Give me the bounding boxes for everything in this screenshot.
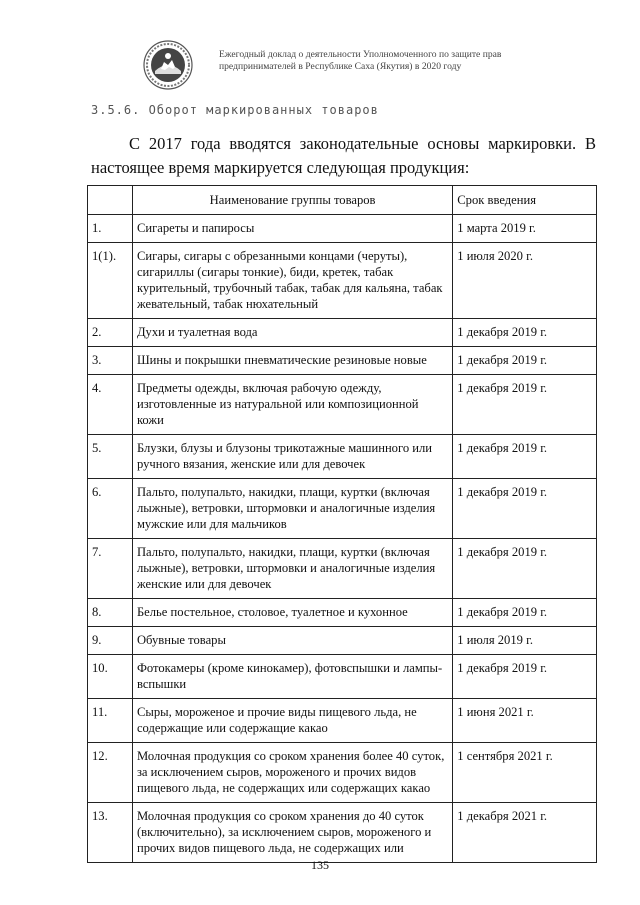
intro-paragraph bbox=[91, 132, 596, 180]
row-number-cell: 10. bbox=[88, 655, 133, 699]
header-line-2: предпринимателей в Республике Саха (Якутия) в 2020 году bbox=[219, 61, 462, 72]
table-row bbox=[88, 435, 597, 479]
table-body bbox=[88, 215, 597, 863]
page-header bbox=[143, 40, 563, 90]
header-line-1: Ежегодный доклад о деятельности Уполномоченного по защите прав bbox=[219, 49, 502, 60]
row-number-cell: 6. bbox=[88, 479, 133, 539]
sakha-republic-emblem-icon bbox=[143, 40, 193, 90]
introduction-date-cell: 1 декабря 2019 г. bbox=[453, 539, 597, 599]
header-text bbox=[219, 49, 501, 73]
table-row bbox=[88, 243, 597, 319]
introduction-date-cell: 1 июля 2019 г. bbox=[453, 627, 597, 655]
product-group-cell: Блузки, блузы и блузоны трикотажные машинного или ручного вязания, женские или для девочек bbox=[132, 435, 452, 479]
table-header-row bbox=[88, 186, 597, 215]
row-number-cell: 11. bbox=[88, 699, 133, 743]
header-date-cell: Срок введения bbox=[453, 186, 597, 215]
row-number-cell: 13. bbox=[88, 803, 133, 863]
table-row bbox=[88, 627, 597, 655]
product-group-cell: Обувные товары bbox=[132, 627, 452, 655]
table-row bbox=[88, 347, 597, 375]
table-row bbox=[88, 479, 597, 539]
row-number-cell: 7. bbox=[88, 539, 133, 599]
row-number-cell: 4. bbox=[88, 375, 133, 435]
introduction-date-cell: 1 июня 2021 г. bbox=[453, 699, 597, 743]
product-group-cell: Пальто, полупальто, накидки, плащи, куртки (включая лыжные), ветровки, штормовки и аналогичные изделия женские или для девочек bbox=[132, 539, 452, 599]
product-group-cell: Шины и покрышки пневматические резиновые новые bbox=[132, 347, 452, 375]
introduction-date-cell: 1 сентября 2021 г. bbox=[453, 743, 597, 803]
table-row bbox=[88, 375, 597, 435]
table-row bbox=[88, 699, 597, 743]
introduction-date-cell: 1 декабря 2019 г. bbox=[453, 655, 597, 699]
product-group-cell: Предметы одежды, включая рабочую одежду, изготовленные из натуральной или композиционной кожи bbox=[132, 375, 452, 435]
page-number: 135 bbox=[311, 858, 329, 872]
row-number-cell: 5. bbox=[88, 435, 133, 479]
row-number-cell: 8. bbox=[88, 599, 133, 627]
introduction-date-cell: 1 июля 2020 г. bbox=[453, 243, 597, 319]
row-number-cell: 1. bbox=[88, 215, 133, 243]
introduction-date-cell: 1 марта 2019 г. bbox=[453, 215, 597, 243]
row-number-cell: 1(1). bbox=[88, 243, 133, 319]
header-num-cell bbox=[88, 186, 133, 215]
row-number-cell: 2. bbox=[88, 319, 133, 347]
row-number-cell: 9. bbox=[88, 627, 133, 655]
table-row bbox=[88, 215, 597, 243]
table-row bbox=[88, 319, 597, 347]
introduction-date-cell: 1 декабря 2021 г. bbox=[453, 803, 597, 863]
introduction-date-cell: 1 декабря 2019 г. bbox=[453, 599, 597, 627]
product-group-cell: Духи и туалетная вода bbox=[132, 319, 452, 347]
product-group-cell: Белье постельное, столовое, туалетное и кухонное bbox=[132, 599, 452, 627]
table-row bbox=[88, 655, 597, 699]
table-row bbox=[88, 803, 597, 863]
table-row bbox=[88, 539, 597, 599]
product-group-cell: Сигареты и папиросы bbox=[132, 215, 452, 243]
introduction-date-cell: 1 декабря 2019 г. bbox=[453, 347, 597, 375]
introduction-date-cell: 1 декабря 2019 г. bbox=[453, 375, 597, 435]
table-row bbox=[88, 599, 597, 627]
introduction-date-cell: 1 декабря 2019 г. bbox=[453, 319, 597, 347]
section-title: 3.5.6. Оборот маркированных товаров bbox=[91, 103, 379, 117]
row-number-cell: 3. bbox=[88, 347, 133, 375]
product-group-cell: Пальто, полупальто, накидки, плащи, куртки (включая лыжные), ветровки, штормовки и аналогичные изделия мужские или для мальчиков bbox=[132, 479, 452, 539]
intro-text: С 2017 года вводятся законодательные основы маркировки. В настоящее время маркируется следующая продукция: bbox=[91, 134, 596, 177]
row-number-cell: 12. bbox=[88, 743, 133, 803]
product-group-cell: Молочная продукция со сроком хранения до 40 суток (включительно), за исключением сыров, мороженого и прочих видов пищевого льда, не содержащих или bbox=[132, 803, 452, 863]
product-group-cell: Сыры, мороженое и прочие виды пищевого льда, не содержащие или содержащие какао bbox=[132, 699, 452, 743]
goods-table bbox=[87, 185, 597, 863]
introduction-date-cell: 1 декабря 2019 г. bbox=[453, 479, 597, 539]
table-row bbox=[88, 743, 597, 803]
product-group-cell: Сигары, сигары с обрезанными концами (черуты), сигариллы (сигары тонкие), биди, кретек, табак курительный, трубочный табак, табак для кальяна, табак жевательный, табак нюхательный bbox=[132, 243, 452, 319]
header-name-cell: Наименование группы товаров bbox=[132, 186, 452, 215]
product-group-cell: Фотокамеры (кроме кинокамер), фотовспышки и лампы-вспышки bbox=[132, 655, 452, 699]
introduction-date-cell: 1 декабря 2019 г. bbox=[453, 435, 597, 479]
product-group-cell: Молочная продукция со сроком хранения более 40 суток, за исключением сыров, мороженого и прочих видов пищевого льда, не содержащих или содержащих какао bbox=[132, 743, 452, 803]
